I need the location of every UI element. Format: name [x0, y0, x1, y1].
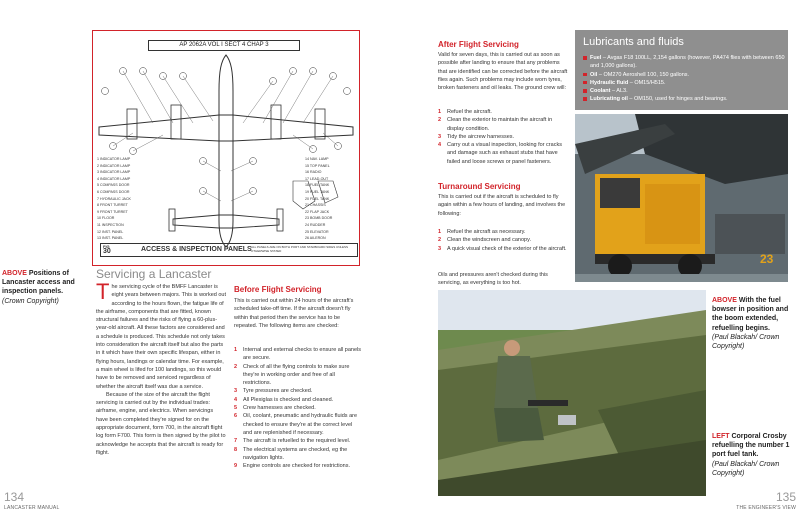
list-item: 5 Crew harnesses are checked.	[234, 405, 316, 412]
list-item: 1 Internal and external checks to ensure all panels are secure.	[234, 347, 362, 362]
caption-credit: (Crown Copyright)	[2, 297, 59, 305]
list-item: 3 A quick visual check of the exterior of the aircraft.	[438, 245, 567, 252]
list-item: 3 Tidy the aircrew harnesses.	[438, 133, 515, 140]
diagram-legend-col-2	[305, 156, 355, 242]
legend-item: 13 INST. PANEL	[97, 236, 124, 241]
list-item: 4 All Plexiglas is checked and cleaned.	[234, 396, 334, 403]
turnaround-title: Turnaround Servicing	[438, 182, 521, 191]
drop-cap: T	[96, 279, 110, 304]
list-item: Lubricating oil – OM150, used for hinges and bearings.	[583, 95, 785, 103]
list-item: Fuel – Avgas F18 100LL, 2,154 gallons (however, PA474 flies with between 650 and 1,000 gallons).	[583, 54, 785, 71]
legend-item: 2 INDICATOR LAMP	[97, 163, 131, 168]
list-item: 7 The aircraft is refuelled to the required level.	[234, 438, 351, 445]
legend-item: 21 CHASSIS	[305, 203, 326, 208]
legend-item: 11 INSPECTION	[97, 222, 124, 227]
before-flight-title: Before Flight Servicing	[234, 285, 322, 294]
page-number-right: 135	[775, 490, 796, 504]
servicing-para-1: he servicing cycle of the BMFF Lancaster is eight years between majors. This is worked out according to the hours flown, the fatigue life of the airframe, components that are fitted, known structural failures and the risks of flying a 60-plus-year-old aircraft. All these factors are considered and a schedule is produced. This schedule not only takes into consideration the aircraft itself but also the parts in it which have their own specific lifespan, either in flying hours, landings or calendar time. For example, a main wheel is lifed for 100 landings, so this would have to be removed and serviced regardless of whether the aircraft itself was due a service.	[96, 284, 226, 390]
after-flight-list	[438, 108, 570, 166]
legend-item: 9 FRONT TURRET	[97, 209, 128, 214]
servicing-body	[96, 279, 226, 457]
list-item: 2 Check of all the flying controls to make sure they're in working order and free of all restrictions.	[234, 363, 350, 387]
list-item: Hydraulic fluid – OM15/H515.	[583, 79, 785, 87]
legend-item: 25 ELEVATOR	[305, 229, 329, 234]
diagram-footer-title: ACCESS & INSPECTION PANELS	[141, 246, 252, 253]
caption-text: With the fuel bowser in position and the boom extended, refuelling begins.	[712, 297, 789, 332]
section-title: Servicing a Lancaster	[96, 267, 212, 281]
legend-item: 6 COMPASS DOOR	[97, 189, 130, 194]
bowser-photo-image	[575, 114, 788, 282]
caption-tag: LEFT	[712, 433, 730, 440]
list-item: Oil – OM270 Aeroshell 100, 150 gallons.	[583, 71, 785, 79]
list-item: 4 Carry out a visual inspection, looking for cracks and damage such as exhaust stubs that have failed and loose screws or panel fasteners.	[438, 142, 562, 165]
legend-item: 24 RUDDER	[305, 222, 326, 227]
legend-item: 26 AILERON	[305, 236, 326, 241]
bowser-caption	[712, 296, 798, 351]
legend-item: 22 FLAP JACK	[305, 209, 330, 214]
legend-item: 4 INDICATOR LAMP	[97, 176, 131, 181]
lubricants-title: Lubricants and fluids	[583, 36, 684, 48]
turnaround-outro: Oils and pressures aren't checked during this servicing, as everything is too hot.	[438, 272, 548, 287]
caption-text: Corporal Crosby refuelling the number 1 port fuel tank.	[712, 433, 790, 459]
legend-item: 1 INDICATOR LAMP	[97, 157, 131, 161]
servicing-para-2: Because of the size of the aircraft the flight servicing is carried out by the individual trades: airframe, engine, and electrics. When servicings have been completed they're signed for on the appropriate document, form 700, in the aircraft flight log form F700. This form is then signed by the pilot to acknowledge he accepts that the aircraft is ready for flight.	[96, 391, 226, 456]
wing-photo	[438, 290, 706, 496]
caption-credit: (Paul Blackah/ Crown Copyright)	[712, 333, 780, 351]
caption-tag: ABOVE	[712, 297, 737, 304]
caption-tag: ABOVE	[2, 270, 27, 277]
list-item: 3 Tyre pressures are checked.	[234, 388, 313, 395]
before-flight-list	[234, 346, 362, 470]
diagram-reference: AP 2062A VOL I SECT 4 CHAP 3	[148, 40, 300, 51]
legend-item: 16 RADIO	[305, 170, 322, 175]
list-item: 2 Clean the exterior to maintain the aircraft in display condition.	[438, 117, 553, 132]
legend-item: 23 BOMB DOOR	[305, 216, 333, 221]
legend-item: 8 FRONT TURRET	[97, 203, 128, 208]
page-label-left: LANCASTER MANUAL	[4, 505, 60, 511]
diagram-legend-col-1	[97, 156, 147, 242]
wing-photo-image	[438, 290, 706, 496]
diagram-note: ALL PANELS ARE ON BOTH PORT AND STARBOARD SIDES UNLESS OTHERWISE STATED	[251, 245, 349, 253]
after-flight-intro: Valid for seven days, this is carried out as soon as possible after landing to ensure that any problems that are identified can be corrected before the aircraft flies again. Such problems may include worn tyres, broken fasteners and oil leaks. The ground crew will:	[438, 52, 568, 92]
diagram-footer	[100, 243, 358, 257]
list-item: 9 Engine controls are checked for restrictions.	[234, 463, 350, 470]
legend-item: 20 FUEL TANK	[305, 196, 330, 201]
legend-item: 18 FUEL TANK	[305, 183, 330, 188]
vehicle-number: 23	[760, 252, 774, 266]
legend-item: 3 INDICATOR LAMP	[97, 170, 131, 175]
legend-item: 10 FLOOR	[97, 216, 115, 221]
legend-item: 19 FUEL TANK	[305, 189, 330, 194]
turnaround-list	[438, 228, 570, 253]
list-item: 1 Refuel the aircraft as necessary.	[438, 229, 526, 235]
page-label-right: THE ENGINEER'S VIEW	[736, 505, 796, 511]
list-item: 2 Clean the windscreen and canopy.	[438, 237, 531, 244]
lubricants-box	[575, 30, 788, 110]
lubricants-list	[583, 54, 785, 104]
caption-credit: (Paul Blackah/ Crown Copyright)	[712, 460, 780, 477]
caption-text: Positions of Lancaster access and inspection panels.	[2, 270, 75, 296]
page-number-left: 134	[4, 490, 25, 504]
legend-item: 15 TOP PANEL	[305, 163, 330, 168]
diagram-caption	[2, 269, 90, 306]
before-flight-intro: This is carried out within 24 hours of the aircraft's scheduled take-off time. If the aircraft doesn't fly within that period then the service has to be repeated. The following items are checked:	[234, 298, 354, 329]
list-item: 8 The electrical systems are checked, eg the navigation lights.	[234, 446, 348, 461]
legend-item: 7 HYDRAULIC JACK	[97, 196, 131, 201]
after-flight-title: After Flight Servicing	[438, 40, 519, 49]
list-item: Coolant – AL3.	[583, 87, 785, 95]
fig-number: 30	[103, 248, 111, 255]
turnaround-intro: This is carried out if the aircraft is scheduled to fly again within a few hours of landing, and involves the following:	[438, 194, 566, 217]
legend-item: 12 INST. PANEL	[97, 229, 124, 234]
fig-label: FIG	[103, 244, 110, 249]
wing-caption	[712, 432, 798, 478]
legend-item: 14 NAV. LAMP	[305, 157, 329, 161]
bowser-photo	[575, 114, 788, 282]
legend-item: 17 LEAD-OUT	[305, 176, 329, 181]
list-item: 1 Refuel the aircraft.	[438, 109, 492, 115]
legend-item: 5 COMPASS DOOR	[97, 183, 130, 188]
list-item: 6 Oil, coolant, pneumatic and hydraulic fluids are checked to ensure they're at the correct level and are replenished if necessary.	[234, 413, 358, 436]
